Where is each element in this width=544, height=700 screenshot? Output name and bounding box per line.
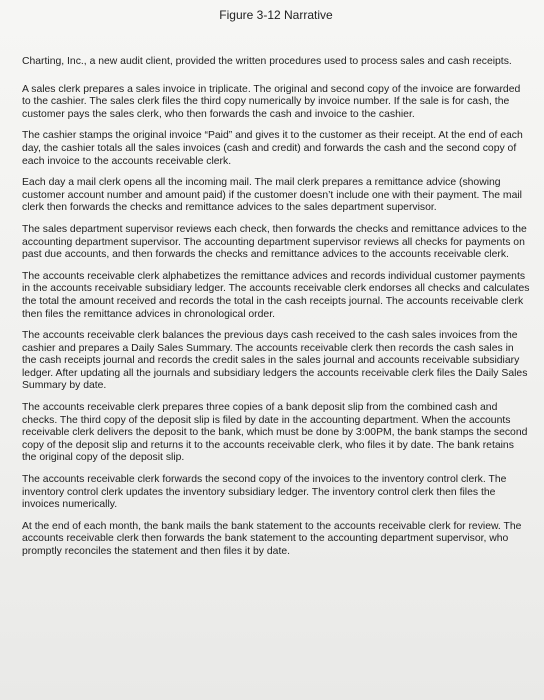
paragraph-mail-clerk: Each day a mail clerk opens all the incoming mail. The mail clerk prepares a remittance advice (showing customer account number and amount paid) if the customer doesn’t include one with their payment. The mail clerk then forwards the checks and remittance advices to the sales department supervisor. bbox=[22, 177, 522, 214]
paragraph-cashier: The cashier stamps the original invoice “Paid” and gives it to the customer as their receipt. At the end of each day, the cashier totals all the sales invoices (cash and credit) and forwards the cash and the second copy of each invoice to the accounts receivable clerk. bbox=[22, 130, 523, 167]
paragraph-sales-supervisor: The sales department supervisor reviews each check, then forwards the checks and remittance advices to the accounting department supervisor. The accounting department supervisor reviews all checks for payments on past due accounts, and then forwards the checks and remittance advices to the accounts receivable clerk. bbox=[22, 223, 527, 261]
paragraph-inventory-control: The accounts receivable clerk forwards the second copy of the invoices to the inventory control clerk. The inventory control clerk updates the inventory subsidiary ledger. The inventory control clerk then files the invoices numerically. bbox=[22, 474, 507, 511]
paragraph-sales-clerk: A sales clerk prepares a sales invoice in triplicate. The original and second copy of the invoice are forwarded to the cashier. The sales clerk files the third copy numerically by invoice number. If the sale is for cash, the customer pays the sales clerk, who then forwards the cash and invoice to the cashier. bbox=[22, 83, 521, 120]
paragraph-bank-statement: At the end of each month, the bank mails the bank statement to the accounts receivable clerk for review. The accounts receivable clerk then forwards the bank statement to the accounting department supervisor, who promptly reconciles the statement and then files it by date. bbox=[22, 520, 522, 557]
document-title: Figure 3-12 Narrative bbox=[219, 8, 333, 22]
paragraph-ar-clerk-remittance: The accounts receivable clerk alphabetizes the remittance advices and records individual customer payments in the accounts receivable subsidiary ledger. The accounts receivable clerk endorses all checks and calculates the total the amount received and records the total in the cash receipts journal. The accounts receivable clerk then files the remittance advices in chronological order. bbox=[22, 270, 530, 320]
paragraph-intro: Charting, Inc., a new audit client, provided the written procedures used to process sales and cash receipts. bbox=[22, 56, 512, 67]
paragraph-bank-deposit: The accounts receivable clerk prepares three copies of a bank deposit slip from the combined cash and checks. The third copy of the deposit slip is filed by date in the accounting department. When the accounts receivable clerk delivers the deposit to the bank, which must be done by 3:00PM, the bank stamps the second copy of the deposit slip and returns it to the accounts receivable clerk, who files it by date. The bank retains the original copy of the deposit slip. bbox=[22, 402, 528, 464]
paragraph-ar-clerk-daily-summary: The accounts receivable clerk balances the previous days cash received to the cash sales invoices from the cashier and prepares a Daily Sales Summary. The accounts receivable clerk then records the cash sales in the cash receipts journal and records the credit sales in the sales journal and accounts receivable subsidiary ledger. After updating all the journals and subsidiary ledgers the accounts receivable clerk files the Daily Sales Summary by date. bbox=[22, 330, 528, 392]
